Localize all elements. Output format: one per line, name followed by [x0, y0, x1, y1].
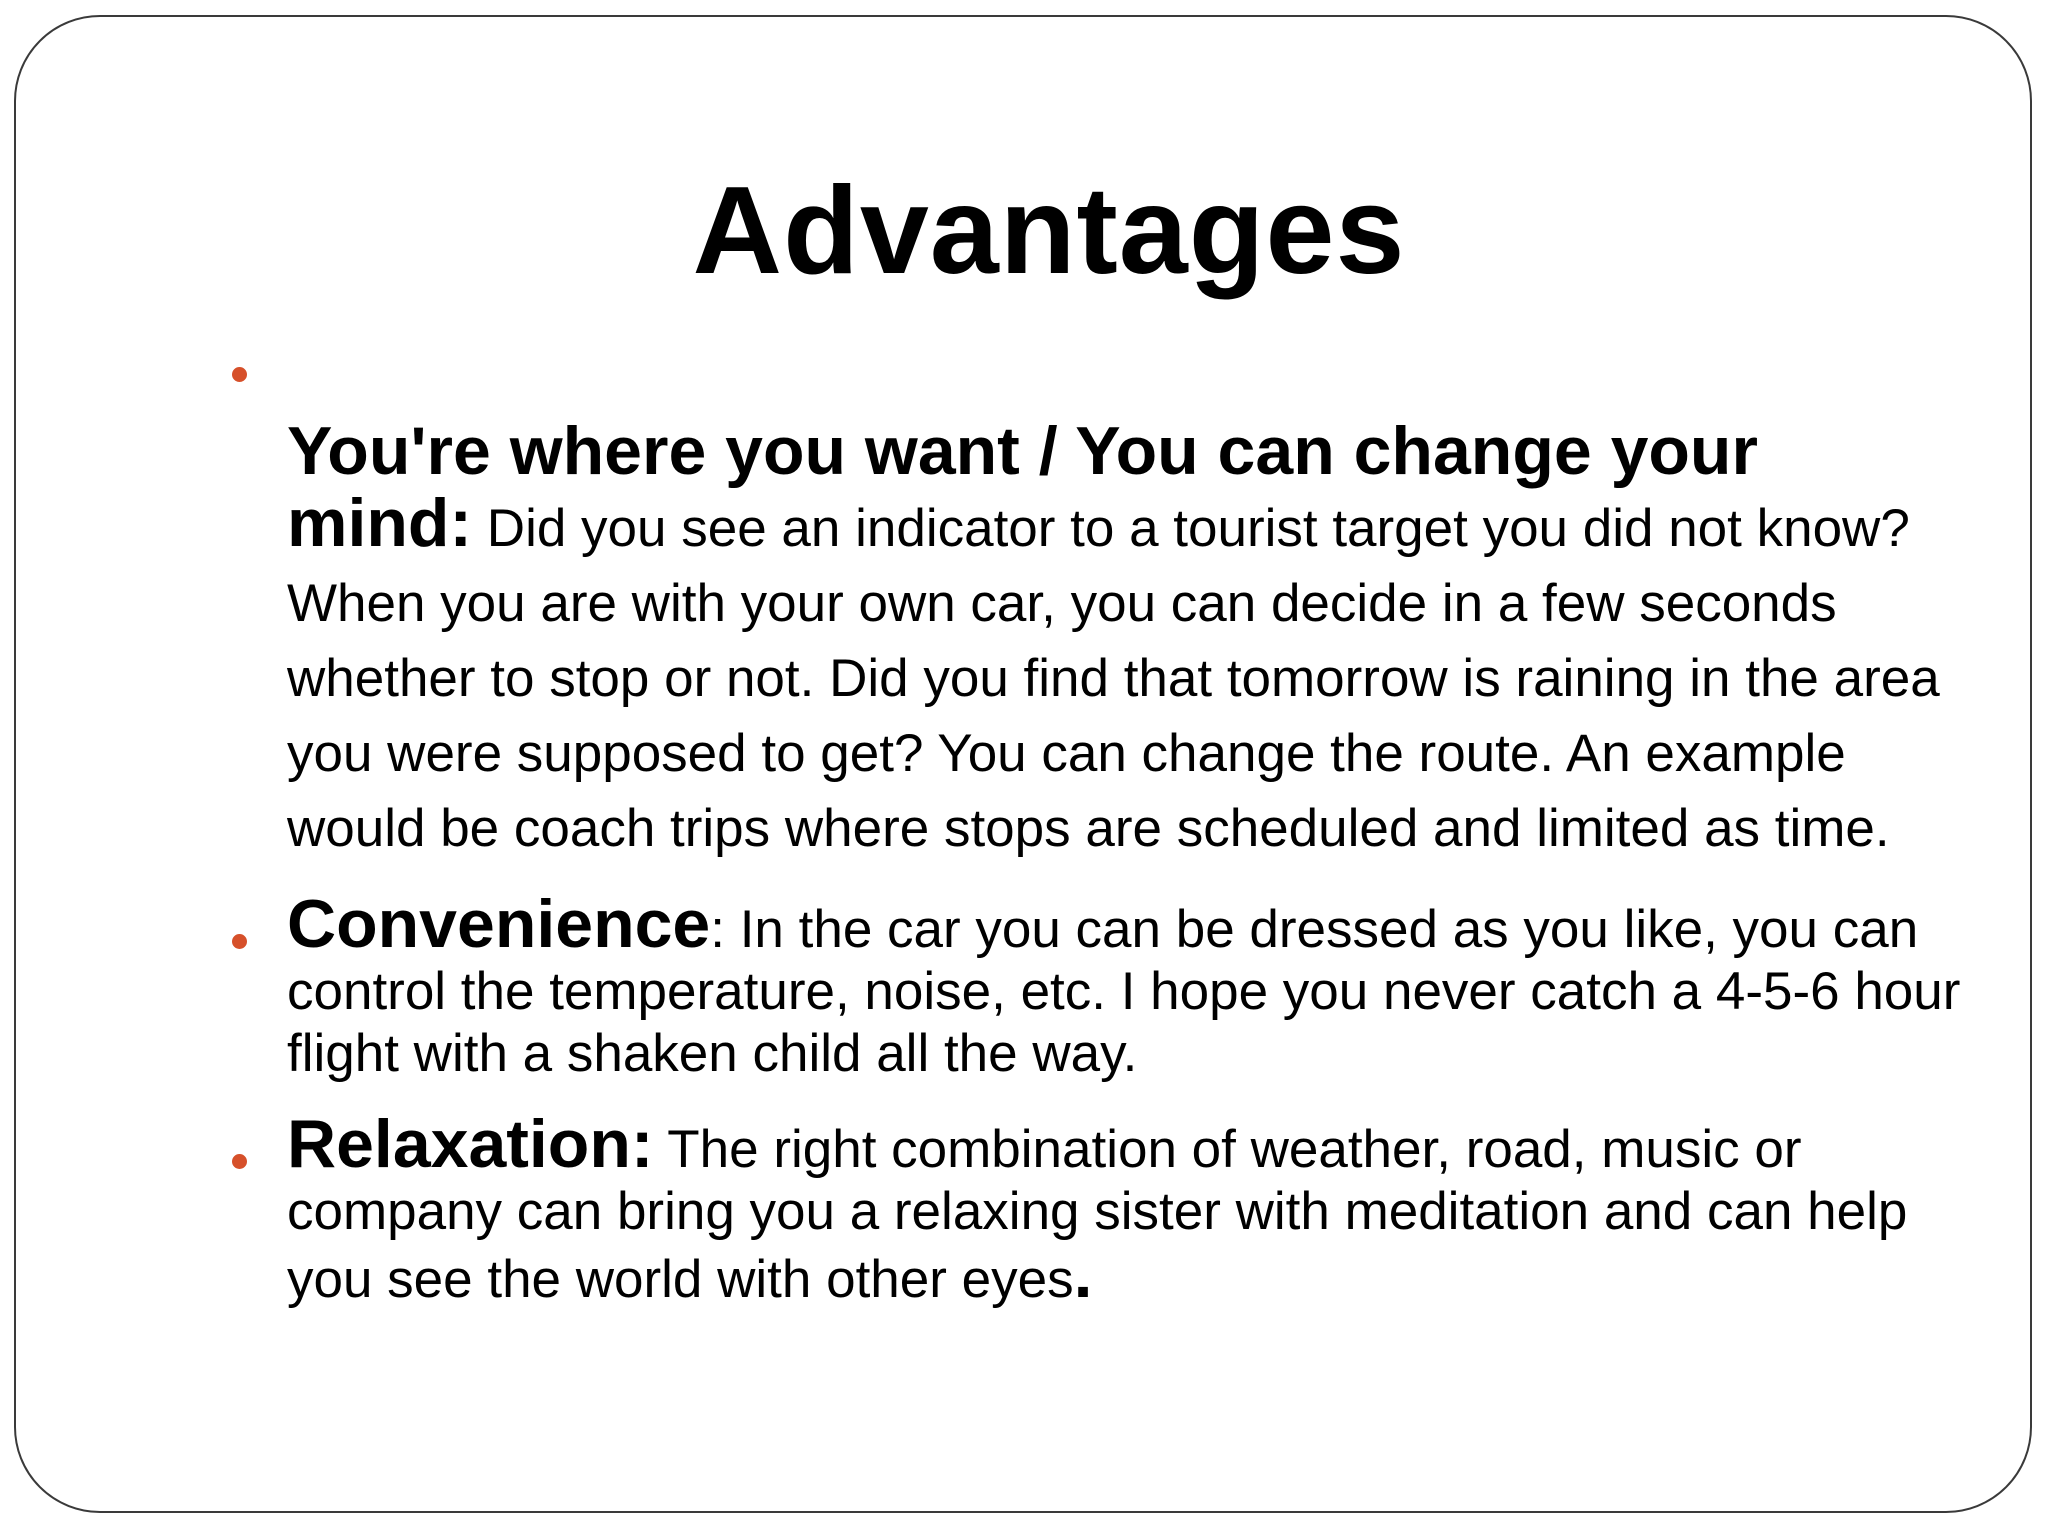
bullet-item-flexibility [287, 410, 1967, 873]
bullet-lead: Convenience [287, 886, 711, 962]
bullet-end-period: . [1073, 1236, 1093, 1312]
bullet-dot-icon [232, 367, 247, 382]
bullet-lead: You're where you want / You can change your [287, 413, 1758, 489]
bullet-lead: Relaxation: [287, 1106, 654, 1182]
bullet-body: The right combination of weather, road, music or company can bring you a relaxing sister with meditation and can help you see the world with other eyes [287, 1120, 1908, 1309]
bullet-lead-continued: mind: [287, 485, 473, 561]
bullet-body: : In the car you can be dressed as you like, you can control the temperature, noise, etc. I hope you never catch a 4-5-6 hour flight with a shaken child all the way. [287, 900, 1961, 1083]
bullet-item-convenience [287, 886, 1967, 1085]
bullet-dot-icon [232, 934, 247, 949]
bullet-item-relaxation [287, 1106, 1967, 1312]
slide-title: Advantages [692, 162, 1406, 300]
bullet-body: Did you see an indicator to a tourist target you did not know? When you are with your own car, you can decide in a few seconds whether to stop or not. Did you find that tomorrow is raining in the area you were supposed to get? You can change the route. An example would be coach trips where stops are scheduled and limited as time. [287, 499, 1940, 858]
bullet-dot-icon [232, 1154, 247, 1169]
